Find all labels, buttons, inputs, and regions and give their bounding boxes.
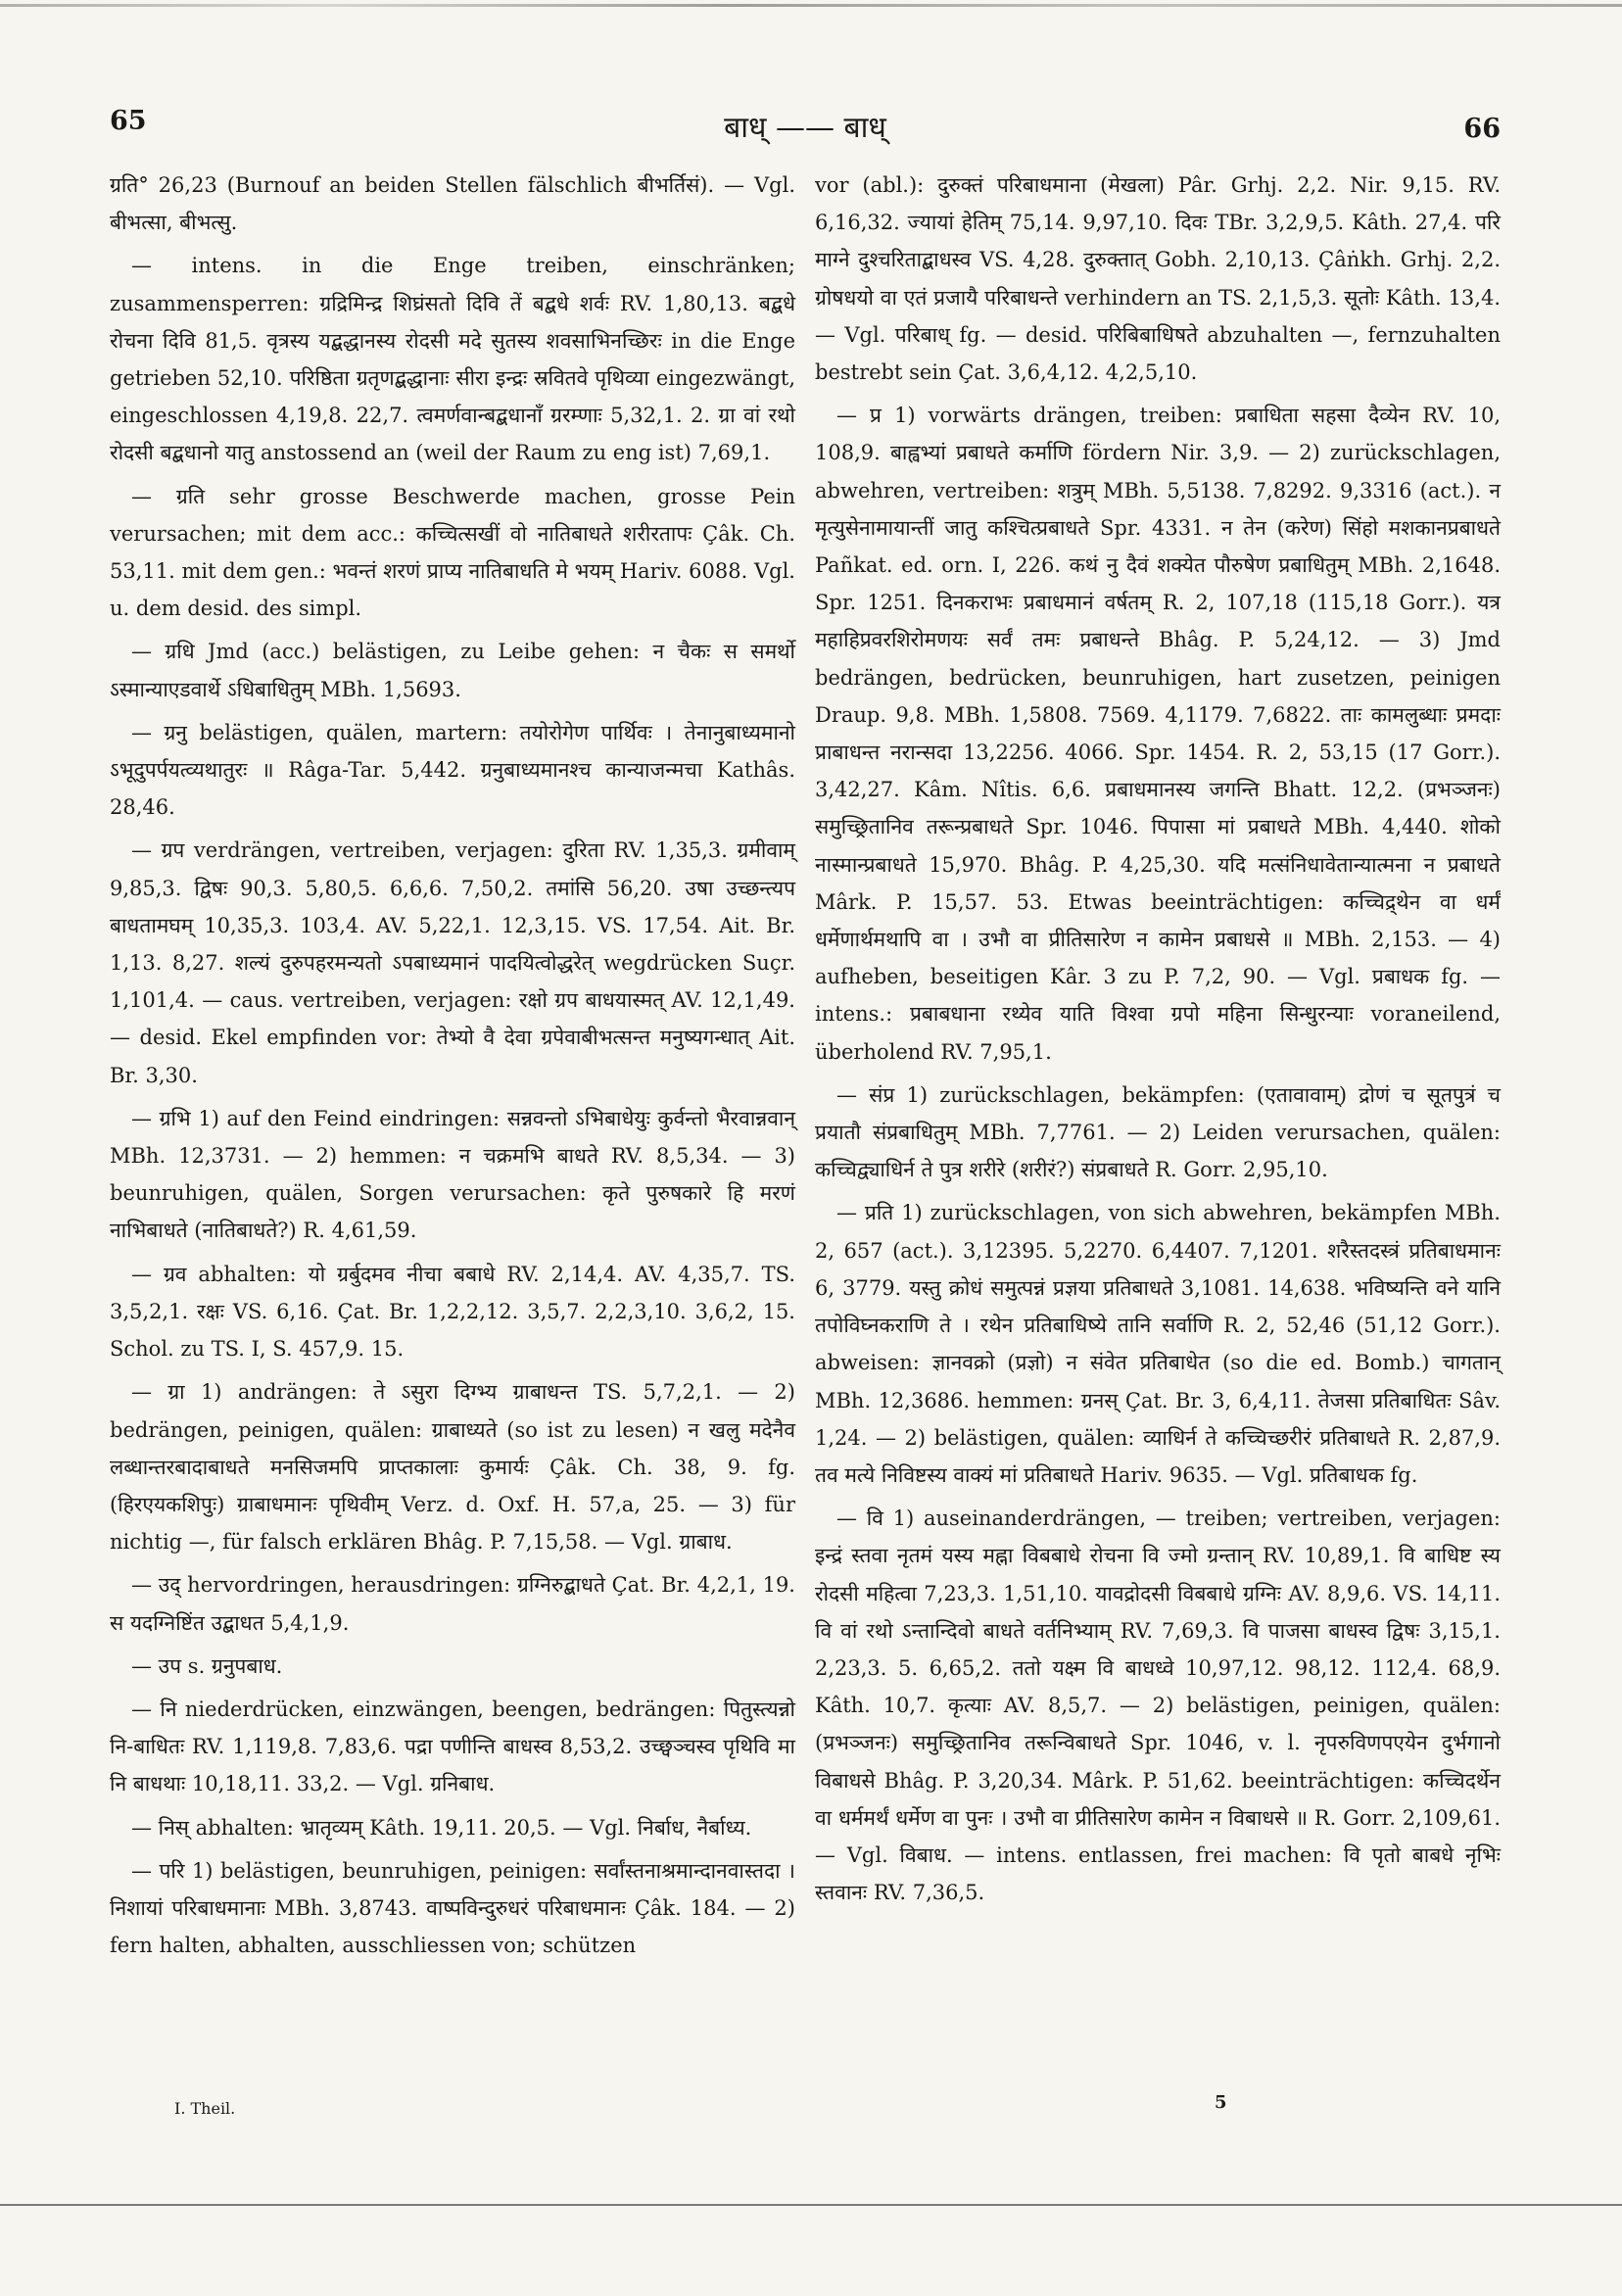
- scan-edge-line: [0, 4, 1622, 7]
- running-title: बाध् —— बाध्: [724, 111, 886, 145]
- page-header: [110, 106, 1501, 145]
- entry-paragraph: — ग्रा 1) andrängen: ते ऽसुरा दिग्भ्य ग्राबाधन्त TS. 5,7,2,1. — 2) bedrängen, peinigen, quälen: ग्राबाध्यते (so ist zu lesen) न खलु मदेनैव लब्धान्तरबादाबाधते मनसिजमपि प्राप्तकालाः कुमार्यः Çâk. Ch. 38, 9. fg. (हिरएयकशिपुः) ग्राबाधमानः पृथिवीम् Verz. d. Oxf. H. 57,a, 25. — 3) für nichtig —, für falsch erklären Bhâg. P. 7,15,58. — Vgl. ग्राबाध.: [110, 1380, 795, 1555]
- page-number-right: 66: [1463, 114, 1501, 144]
- entry-paragraph: — संप्र 1) zurückschlagen, bekämpfen: (एतावावाम्) द्रोणं च सूतपुत्रं च प्रयातौ संप्रबाधितुम् MBh. 7,7761. — 2) Leiden verursachen, quälen: कच्चिद्व्याधिर्न ते पुत्र शरीरे (शरीरं?) संप्रबाधते R. Gorr. 2,95,10.: [815, 1082, 1501, 1182]
- entry-paragraph: vor (abl.): दुरुक्तं परिबाधमाना (मेखला) Pâr. Grhj. 2,2. Nir. 9,15. RV. 6,16,32. ज्यायां हेतिम् 75,14. 9,97,10. दिवः TBr. 3,2,9,5. Kâth. 27,4. परि माग्ने दुश्चरिताद्बाधस्व VS. 4,28. दुरुक्तात् Gobh. 2,10,13. Çâṅkh. Grhj. 2,2. ग्रोषधयो वा एतं प्रजायै परिबाधन्ते verhindern an TS. 2,1,5,3. सूतोः Kâth. 13,4. — Vgl. परिबाध् fg. — desid. परिबिबाधिषते abzuhalten —, fernzuhalten bestrebt sein Çat. 3,6,4,12. 4,2,5,10.: [815, 173, 1501, 385]
- entry-paragraph: — परि 1) belästigen, beunruhigen, peinigen: सर्वांस्तनाश्रमान्दानवास्तदा । निशायां परिबाधमानाः MBh. 3,8743. वाष्पविन्दुरुधरं परिबाधमानः Çâk. 184. — 2) fern halten, abhalten, ausschliessen von; schützen: [110, 1858, 795, 1958]
- signature-mark: 5: [1215, 2092, 1227, 2113]
- entry-paragraph: — वि 1) auseinanderdrängen, — treiben; vertreiben, verjagen: इन्द्रं स्तवा नृतमं यस्य मह्ना विबबाधे रोचना वि ज्मो ग्रन्तान् RV. 10,89,1. वि बाधिष्ट स्य रोदसी महित्वा 7,23,3. 1,51,10. यावद्रोदसी विबबाधे ग्रग्निः AV. 8,9,6. VS. 14,11. वि वां रथो ऽन्तान्दिवो बाधते वर्तनिभ्याम् RV. 7,69,3. वि पाजसा बाधस्व द्विषः 3,15,1. 2,23,3. 5. 6,65,2. ततो यक्ष्म वि बाधध्वे 10,97,12. 98,12. 112,4. 68,9. Kâth. 10,7. कृत्याः AV. 8,5,7. — 2) belästigen, peinigen, quälen: (प्रभञ्जनः) समुच्छ्रितानिव तरून्विबाधते Spr. 1046, v. l. नृपरुविणपएयेन दुर्भगानो विबाधसे Bhâg. P. 3,20,34. Mârk. P. 51,62. beeinträchtigen: कच्चिदर्थेन वा धर्ममर्थं धर्मेण वा पुनः । उभौ वा प्रीतिसारेण कामेन न विबाधसे ॥ R. Gorr. 2,109,61. — Vgl. विबाध. — intens. entlassen, frei machen: वि पृतो बाबधे नृभिः स्तवानः RV. 7,36,5.: [815, 1507, 1501, 1905]
- entry-paragraph: — निस् abhalten: भ्रातृव्यम् Kâth. 19,11. 20,5. — Vgl. निर्बाध, नैर्बाध्य.: [131, 1815, 752, 1840]
- entry-paragraph: — उप s. ग्रनुपबाध.: [131, 1653, 283, 1678]
- entry-paragraph: — ग्रव abhalten: यो ग्रर्बुदमव नीचा बबाधे RV. 2,14,4. AV. 4,35,7. TS. 3,5,2,1. रक्षः VS. 6,16. Çat. Br. 1,2,2,12. 3,5,7. 2,2,3,10. 3,6,2, 15. Schol. zu TS. I, S. 457,9. 15.: [110, 1262, 795, 1362]
- entry-paragraph: — ग्रभि 1) auf den Feind eindringen: सन्नवन्तो ऽभिबाधेयुः कुर्वन्तो भैरवान्नवान् MBh. 12,3731. — 2) hemmen: न चक्रमभि बाधते RV. 8,5,34. — 3) beunruhigen, quälen, Sorgen verursachen: कृते पुरुषकारे हि मरणं नाभिबाधते (नातिबाधते?) R. 4,61,59.: [110, 1106, 796, 1243]
- entry-paragraph: — नि niederdrücken, einzwängen, beengen, bedrängen: पितुस्त्यन्नो नि-बाधितः RV. 1,119,8. 7,83,6. पद्रा पणीन्ति बाधस्व 8,53,2. उच्छ्वञ्चस्व पृथिवि मा नि बाधथाः 10,18,11. 33,2. — Vgl. ग्रनिबाध.: [110, 1697, 795, 1796]
- entry-paragraph: — ग्रधि Jmd (acc.) belästigen, zu Leibe gehen: न चैकः स समर्थो ऽस्मान्याएडवार्थे ऽधिबाधितुम् MBh. 1,5693.: [110, 640, 795, 701]
- entry-paragraph: — प्र 1) vorwärts drängen, treiben: प्रबाधिता सहसा दैव्येन RV. 10, 108,9. बाह्वभ्यां प्रबाधते कर्माणि fördern Nir. 3,9. — 2) zurückschlagen, abwehren, vertreiben: शत्रुम् MBh. 5,5138. 7,8292. 9,3316 (act.). न मृत्युसेनामायान्तीं जातु कश्चित्प्रबाधते Spr. 4331. न तेन (करेण) सिंहो मशकानप्रबाधते Pañkat. ed. orn. I, 226. कथं नु दैवं शक्येत पौरुषेण प्रबाधितुम् MBh. 2,1648. Spr. 1251. दिनकराभः प्रबाधमानं वर्षतम् R. 2, 107,18 (115,18 Gorr.). यत्र महाहिप्रवरशिरोमणयः सर्वं तमः प्रबाधन्ते Bhâg. P. 5,24,12. — 3) Jmd bedrängen, bedrücken, beunruhigen, hart zusetzen, peinigen Draup. 9,8. MBh. 1,5808. 7569. 4,1179. 7,6822. ताः कामलुब्धाः प्रमदाः प्राबाधन्त नरान्सदा 13,2256. 4066. Spr. 1454. R. 2, 53,15 (17 Gorr.). 3,42,27. Kâm. Nîtis. 6,6. प्रबाधमानस्य जगन्ति Bhatt. 12,2. (प्रभञ्जनः) समुच्छ्रितानिव तरून्प्रबाधते Spr. 1046. पिपासा मां प्रबाधते MBh. 4,440. शोको नास्मान्प्रबाधते 15,970. Bhâg. P. 4,25,30. यदि मत्संनिधावेतान्यात्मना न प्रबाधते Mârk. P. 15,57. 53. Etwas beeinträchtigen: कच्चिद्र्थेन वा धर्मं धर्मेणार्थमथापि वा । उभौ वा प्रीतिसारेण न कामेन प्रबाधसे ॥ MBh. 2,153. — 4) aufheben, beseitigen Kâr. 3 zu P. 7,2, 90. — Vgl. प्रबाधक fg. — intens.: प्रबाबधाना रथ्येव याति विश्वा ग्रपो महिना सिन्धुरन्याः voraneilend, überholend RV. 7,95,1.: [815, 404, 1501, 1064]
- volume-label: I. Theil.: [174, 2099, 236, 2118]
- bottom-rule: [0, 2204, 1622, 2206]
- entry-paragraph: — intens. in die Enge treiben, einschränken; zusammensperren: ग्रद्रिमिन्द्र शिघ्रंसतो दिवि तें बद्बधे शर्वः RV. 1,80,13. बद्बधे रोचना दिवि 81,5. वृत्रस्य यद्बद्धानस्य रोदसी मदे सुतस्य शवसाभिनच्छिरः in die Enge getrieben 52,10. परिष्ठिता ग्रतृणद्बद्धानाः सीरा इन्द्रः स्रवितवे पृथिव्या eingezwängt, eingeschlossen 4,19,8. 22,7. त्वमर्णवान्बद्बधानाँ ग्ररम्णाः 5,32,1. 2. ग्रा वां रथो रोदसी बद्बधानो यातु anstossend an (weil der Raum zu eng ist) 7,69,1.: [110, 254, 795, 465]
- entry-paragraph: ग्रति° 26,23 (Burnouf an beiden Stellen fälschlich बीभर्तिसं). — Vgl. बीभत्सा, बीभत्सु.: [110, 173, 795, 235]
- entry-paragraph: — ग्रनु belästigen, quälen, martern: तयोरोगेण पार्थिवः । तेनानुबाध्यमानो ऽभूदुपर्पयत्व्यथातुरः ॥ Râga-Tar. 5,442. ग्रनुबाध्यमानश्च कान्याजन्मचा Kathâs. 28,46.: [110, 720, 795, 820]
- left-column: [110, 167, 795, 1970]
- entry-paragraph: — ग्रप verdrängen, vertreiben, verjagen: दुरिता RV. 1,35,3. ग्रमीवाम् 9,85,3. द्विषः 90,3. 5,80,5. 6,6,6. 7,50,2. तमांसि 56,20. उषा उच्छन्त्यप बाधतामघम् 10,35,3. 103,4. AV. 5,22,1. 12,3,15. VS. 17,54. Ait. Br. 1,13. 8,27. शल्यं दुरुपहरमन्यतो ऽपबाध्यमानं पादयित्वोद्धरेत् wegdrücken Suçr. 1,101,4. — caus. vertreiben, verjagen: रक्षो ग्रप बाधयास्मत् AV. 12,1,49. — desid. Ekel empfinden vor: तेभ्यो वै देवा ग्रपेवाबीभत्सन्त मनुष्यगन्धात् Ait. Br. 3,30.: [110, 838, 795, 1087]
- right-column: [815, 167, 1501, 1917]
- entry-paragraph: — उद् hervordringen, herausdringen: ग्रग्निरुद्बाधते Çat. Br. 4,2,1, 19. स यदग्निष्टिंत उद्बाधत 5,4,1,9.: [110, 1573, 795, 1635]
- entry-paragraph: — प्रति 1) zurückschlagen, von sich abwehren, bekämpfen MBh. 2, 657 (act.). 3,12395. 5,2270. 6,4407. 7,1201. शरैस्तदस्त्रं प्रतिबाधमानः 6, 3779. यस्तु क्रोधं समुत्पन्नं प्रज्ञया प्रतिबाधते 3,1081. 14,638. भविष्यन्ति वने यानि तपोविघ्नकराणि ते । रथेन प्रतिबाधिष्ये तानि सर्वाणि R. 2, 52,46 (51,12 Gorr.). abweisen: ज्ञानवक्रो (प्रज्ञो) न संवेत प्रतिबाधेत (so die ed. Bomb.) चागतान् MBh. 12,3686. hemmen: ग्रनस् Çat. Br. 3, 6,4,11. तेजसा प्रतिबाधितः Sâv. 1,24. — 2) belästigen, quälen: व्याधिर्न ते कच्चिच्छरीरं प्रतिबाधते R. 2,87,9. तव मत्ये निविष्टस्य वाक्यं मां प्रतिबाधते Hariv. 9635. — Vgl. प्रतिबाधक fg.: [815, 1201, 1501, 1487]
- page-number-left: 65: [110, 106, 147, 136]
- entry-paragraph: — ग्रति sehr grosse Beschwerde machen, grosse Pein verursachen; mit dem acc.: कच्चित्सखीं वो नातिबाधते शरीरतापः Çâk. Ch. 53,11. mit dem gen.: भवन्तं शरणं प्राप्य नातिबाधति मे भयम् Hariv. 6088. Vgl. u. dem desid. des simpl.: [110, 484, 795, 621]
